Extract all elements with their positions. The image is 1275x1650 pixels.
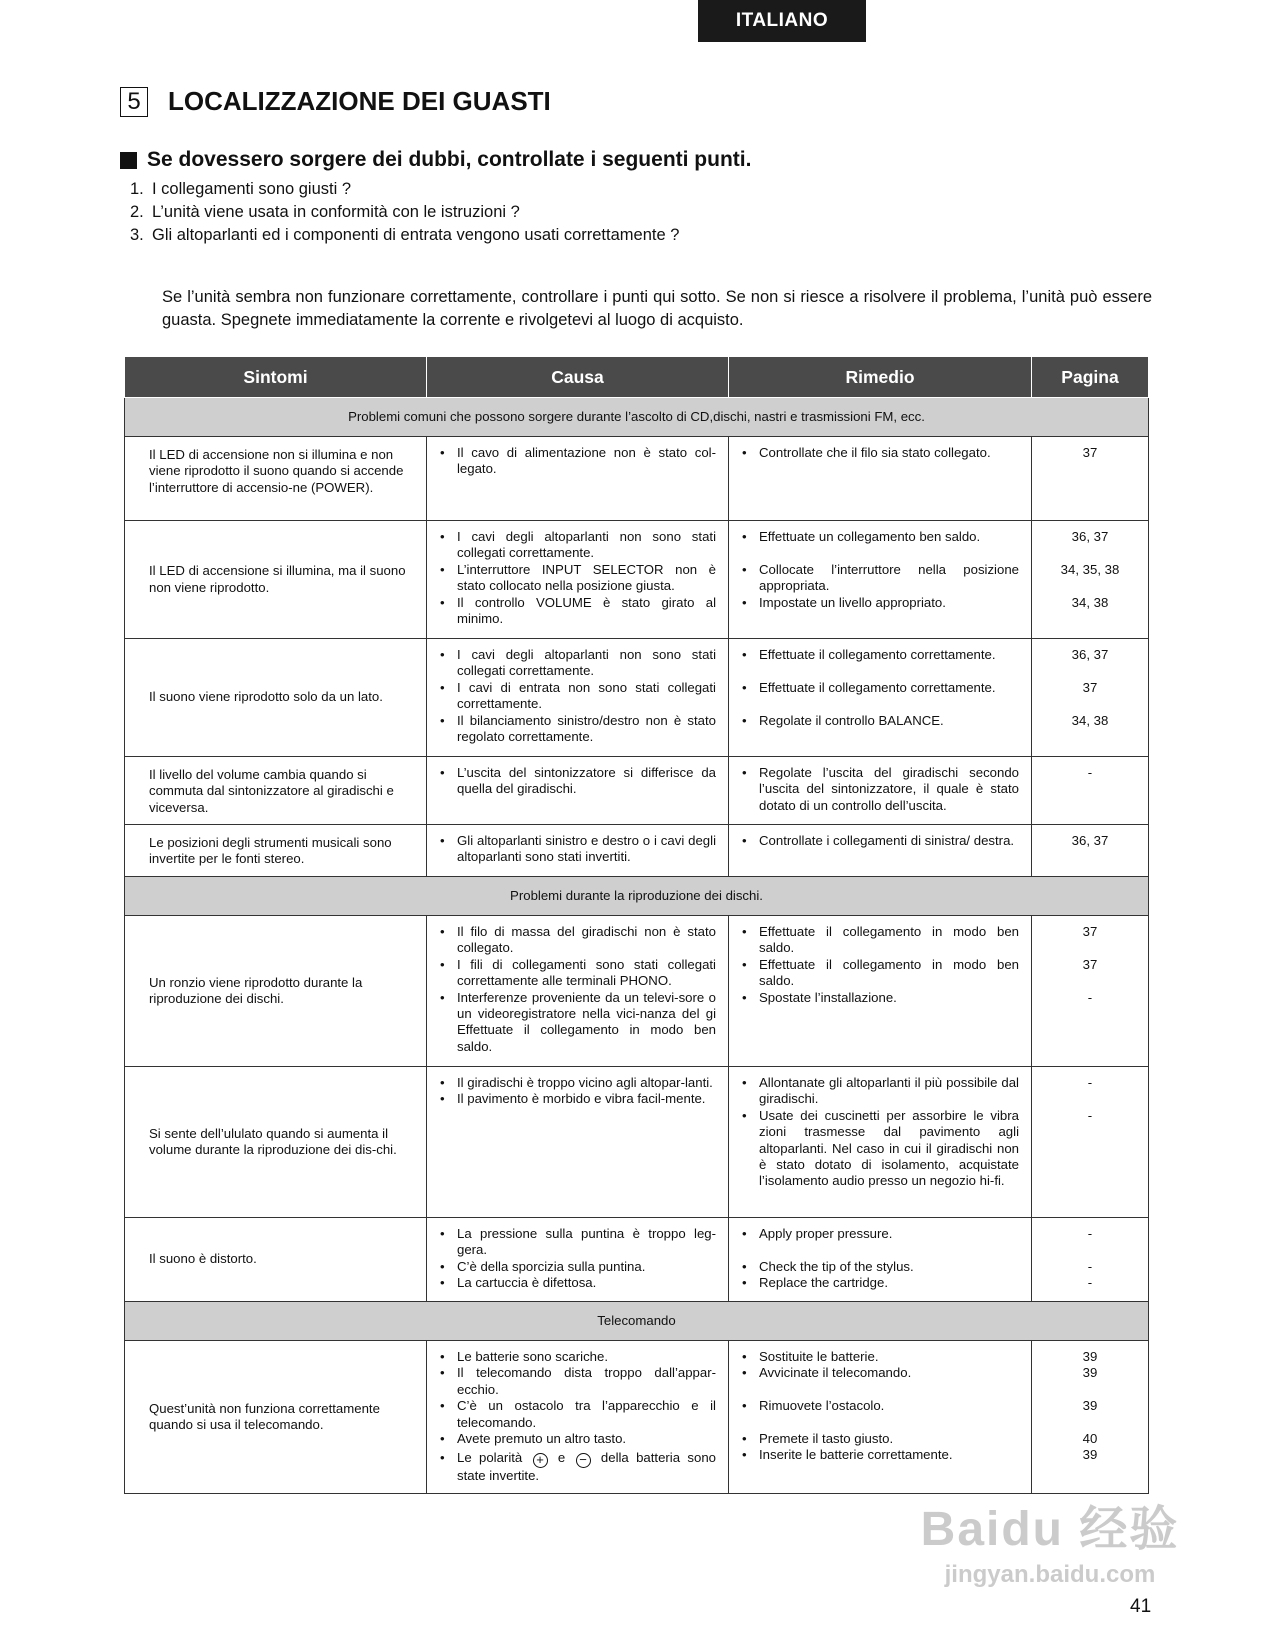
remedy-item: • Premete il tasto giusto. [741,1431,1019,1447]
page-ref: - [1087,1258,1093,1274]
remedy-item: • Apply proper pressure. [741,1226,1019,1242]
page-ref: 36, 37 [1071,647,1109,662]
cause-item: • Il bilanciamento sinistro/destro non è stato regolato correttamente. [439,713,716,746]
baidu-watermark [900,1490,1200,1600]
remedy-item: • Controllate che il filo sia stato collegato. [741,445,1019,461]
remedy-item: • Effettuate il collegamento correttamente. [741,647,1019,663]
page-ref: 34, 38 [1071,712,1109,728]
remedy-item: • Regolate l’uscita del giradischi secondo l’uscita del sintonizzatore, il quale è stato dotato di un controllo dell’uscita. [741,765,1019,814]
remedy-item: • Impostate un livello appropriato. [741,595,1019,611]
table-section-header: Problemi durante la riproduzione dei dischi. [125,877,1149,916]
language-tab: ITALIANO [698,0,866,42]
plus-polarity-icon: + [533,1453,548,1468]
remedy-item: • Effettuate il collegamento in modo ben saldo. [741,957,1019,990]
header-pagina: Pagina [1032,357,1149,398]
page-ref: 39 [1082,1398,1098,1414]
watermark-line-2: jingyan.baidu.com [944,1561,1156,1588]
cause-cell [427,916,729,1067]
remedy-item: • Effettuate il collegamento in modo ben saldo. [741,924,1019,957]
page-ref: - [1087,1275,1093,1291]
square-bullet-icon [120,152,137,169]
page-ref: - [1087,1226,1093,1241]
sub-heading [120,148,751,172]
table-section-header: Problemi comuni che possono sorgere durante l’ascolto di CD,dischi, nastri e trasmissioni FM, ecc. [125,398,1149,437]
remedy-cell [729,757,1032,825]
section-title-text: LOCALIZZAZIONE DEI GUASTI [168,86,551,116]
remedy-cell [729,521,1032,639]
remedy-item: • Controllate i collegamenti di sinistra/ destra. [741,833,1019,849]
header-sintomi: Sintomi [125,357,427,398]
page-ref: - [1087,989,1093,1005]
table-header-row [125,357,1149,398]
intro-paragraph: Se l’unità sembra non funzionare correttamente, controllare i punti qui sotto. Se non si riesce a risolvere il problema, l’unità può essere guasta. Spegnete immediatamente la corrente e rivolgetevi al luogo di acquisto. [162,287,1152,329]
remedy-cell [729,825,1032,877]
table-row [125,437,1149,521]
page-cell [1032,1341,1149,1494]
table-row [125,1218,1149,1302]
header-causa: Causa [427,357,729,398]
cause-item: • Gli altoparlanti sinistro e destro o i cavi degli altoparlanti sono stati invertiti. [439,833,716,866]
remedy-cell [729,916,1032,1067]
remedy-item: • Effettuate il collegamento correttamente. [741,680,1019,696]
table-row [125,639,1149,757]
cause-item: • Le polarità + e − della batteria sono state invertite. [439,1450,716,1484]
page-ref: 40 [1082,1430,1098,1446]
cause-item: • Le batterie sono scariche. [439,1349,716,1365]
cause-item: • Interferenze proveniente da un televi-sore o un videoregistratore nella vici-nanza del gi Effettuate il collegamento in modo ben saldo. [439,990,716,1056]
cause-cell [427,639,729,757]
remedy-cell [729,1067,1032,1218]
page-ref: 39 [1082,1447,1098,1463]
table-row [125,521,1149,639]
table-row [125,825,1149,877]
cause-item: • Il giradischi è troppo vicino agli altopar-lanti. [439,1075,716,1091]
checklist-item: 2. L’unità viene usata in conformità con le istruzioni ? [130,203,520,221]
page-cell [1032,1067,1149,1218]
remedy-cell [729,1218,1032,1302]
page-ref: 37 [1082,924,1098,939]
remedy-item: • Replace the cartridge. [741,1275,1019,1291]
cause-item: • L’interruttore INPUT SELECTOR non è stato collocato nella posizione giusta. [439,562,716,595]
cause-item: • L’uscita del sintonizzatore si differisce da quella del giradischi. [439,765,716,798]
minus-polarity-icon: − [576,1453,591,1468]
remedy-item: • Effettuate un collegamento ben saldo. [741,529,1019,545]
remedy-item: • Usate dei cuscinetti per assorbire le vibra zioni trasmesse dal pavimento agli altoparlanti. Nel caso in cui il giradischi non è stato dotato di isolamento, acquistate l’isolamento audio presso un negozio hi-fi. [741,1108,1019,1190]
cause-cell [427,521,729,639]
symptom-cell: Il suono viene riprodotto solo da un lato. [125,639,427,757]
cause-item: • I cavi degli altoparlanti non sono stati collegati correttamente. [439,529,716,562]
table-row [125,1341,1149,1494]
cause-item: • La pressione sulla puntina è troppo leg-gera. [439,1226,716,1259]
cause-cell [427,1218,729,1302]
remedy-cell [729,639,1032,757]
cause-cell [427,757,729,825]
table-row [125,757,1149,825]
cause-item: • I cavi degli altoparlanti non sono stati collegati correttamente. [439,647,716,680]
section-number: 5 [120,87,148,117]
page-ref: - [1087,765,1093,780]
page-ref: 36, 37 [1071,529,1109,544]
page-ref: 34, 35, 38 [1060,561,1120,577]
remedy-item: • Spostate l’installazione. [741,990,1019,1006]
page-cell [1032,437,1149,521]
symptom-cell: Un ronzio viene riprodotto durante la riproduzione dei dischi. [125,916,427,1067]
page-ref: - [1087,1075,1093,1090]
page-ref: 39 [1082,1349,1098,1364]
remedy-item: • Rimuovete l’ostacolo. [741,1398,1019,1414]
cause-cell [427,825,729,877]
table-row [125,916,1149,1067]
cause-item: • Il pavimento è morbido e vibra facil-mente. [439,1091,716,1107]
table-row [125,1067,1149,1218]
cause-cell [427,437,729,521]
sub-heading-text: Se dovessero sorgere dei dubbi, controllate i seguenti punti. [147,148,752,171]
page-ref: 39 [1082,1365,1098,1381]
page-ref: 37 [1082,679,1098,695]
symptom-cell: Quest’unità non funziona correttamente quando si usa il telecomando. [125,1341,427,1494]
remedy-item: • Allontanate gli altoparlanti il più possibile dal giradischi. [741,1075,1019,1108]
troubleshooting-table [124,356,1149,1494]
section-title [120,86,551,117]
remedy-item: • Regolate il controllo BALANCE. [741,713,1019,729]
cause-item: • C’è un ostacolo tra l’apparecchio e il telecomando. [439,1398,716,1431]
cause-cell [427,1341,729,1494]
symptom-cell: Il LED di accensione non si illumina e non viene riprodotto il suono quando si accende l’interruttore di accensio-ne (POWER). [125,437,427,521]
checklist-item: 1. I collegamenti sono giusti ? [130,180,352,198]
cause-item: • Il cavo di alimentazione non è stato col-legato. [439,445,716,478]
page-cell [1032,757,1149,825]
cause-cell [427,1067,729,1218]
page-cell [1032,825,1149,877]
watermark-line-1: Baidu 经验 [920,1503,1180,1556]
remedy-item: • Collocate l’interruttore nella posizione appropriata. [741,562,1019,595]
cause-item: • I fili di collegamenti sono stati collegati correttamente alle terminali PHONO. [439,957,716,990]
page-cell [1032,916,1149,1067]
page-ref: 36, 37 [1071,833,1109,848]
page-cell [1032,521,1149,639]
cause-item: • Il telecomando dista troppo dall’appar-ecchio. [439,1365,716,1398]
symptom-cell: Il LED di accensione si illumina, ma il suono non viene riprodotto. [125,521,427,639]
cause-item: • La cartuccia è difettosa. [439,1275,716,1291]
remedy-item: • Check the tip of the stylus. [741,1259,1019,1275]
remedy-item: • Avvicinate il telecomando. [741,1365,1019,1381]
page-ref: - [1087,1107,1093,1123]
table-section-header: Telecomando [125,1302,1149,1341]
symptom-cell: Si sente dell’ululato quando si aumenta il volume durante la riproduzione dei dis-chi. [125,1067,427,1218]
cause-item: • I cavi di entrata non sono stati collegati correttamente. [439,680,716,713]
remedy-item: • Inserite le batterie correttamente. [741,1447,1019,1463]
symptom-cell: Il livello del volume cambia quando si commuta dal sintonizzatore al giradischi e viceversa. [125,757,427,825]
remedy-cell [729,1341,1032,1494]
remedy-cell [729,437,1032,521]
cause-item: • C’è della sporcizia sulla puntina. [439,1259,716,1275]
cause-item: • Il filo di massa del giradischi non è stato collegato. [439,924,716,957]
checklist-item: 3. Gli altoparlanti ed i componenti di entrata vengono usati correttamente ? [130,226,680,244]
page-cell [1032,639,1149,757]
symptom-cell: Le posizioni degli strumenti musicali sono invertite per le fonti stereo. [125,825,427,877]
symptom-cell: Il suono è distorto. [125,1218,427,1302]
checklist [130,178,679,247]
page-number: 41 [1130,1596,1152,1617]
page-cell [1032,1218,1149,1302]
cause-item: • Il controllo VOLUME è stato girato al minimo. [439,595,716,628]
page-ref: 34, 38 [1071,594,1109,610]
remedy-item: • Sostituite le batterie. [741,1349,1019,1365]
header-rimedio: Rimedio [729,357,1032,398]
page-ref: 37 [1082,956,1098,972]
page-ref: 37 [1082,445,1098,460]
cause-item: • Avete premuto un altro tasto. [439,1431,716,1447]
